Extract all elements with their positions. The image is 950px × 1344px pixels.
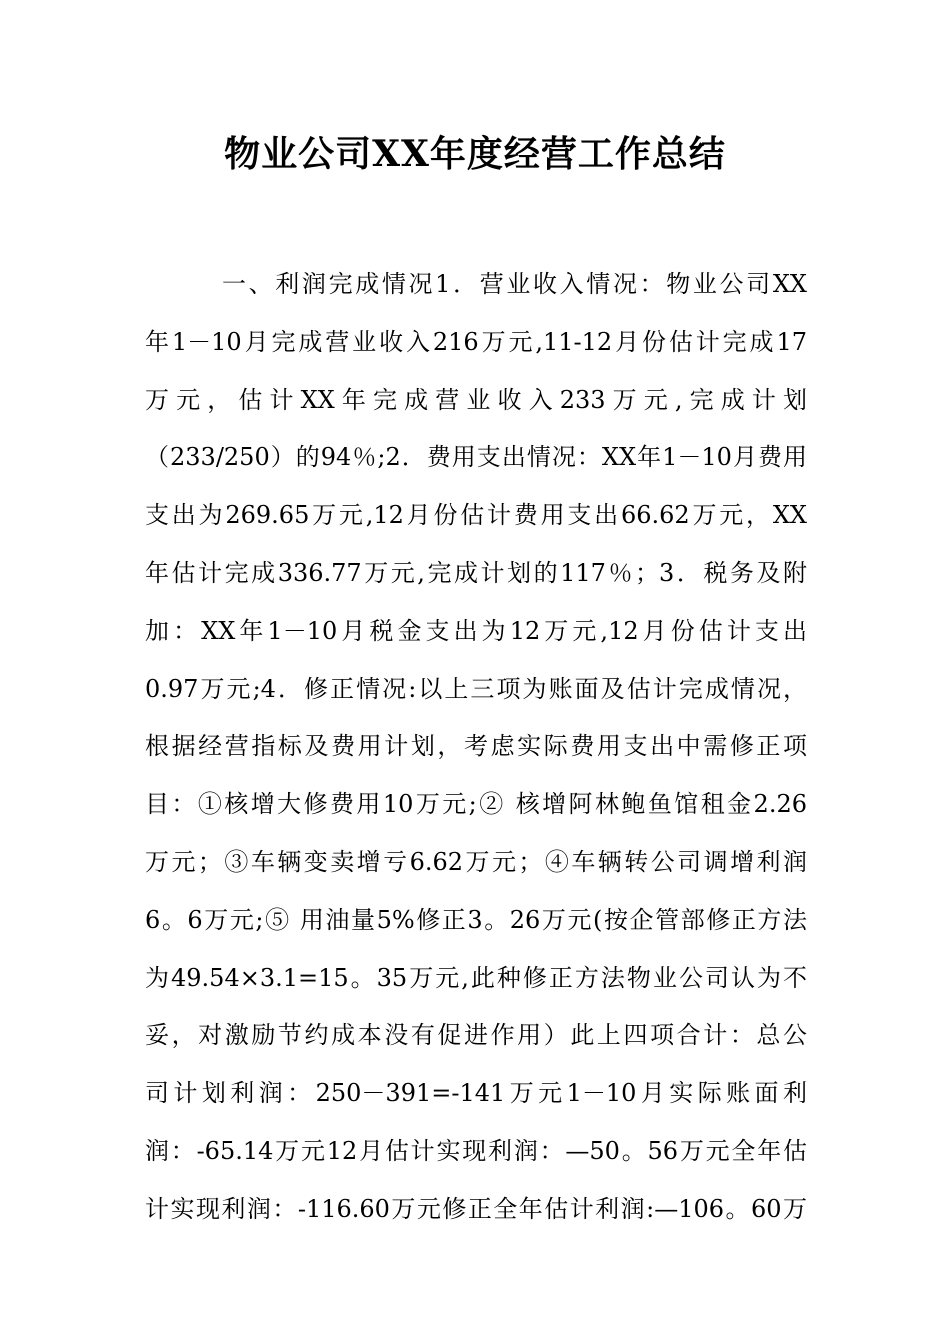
paragraph-line: 根据经营指标及费用计划，考虑实际费用支出中需修正项 xyxy=(145,732,807,761)
paragraph-line: 年估计完成336.77万元,完成计划的117％；3．税务及附 xyxy=(145,558,807,587)
paragraph-line: 0.97万元;4．修正情况:以上三项为账面及估计完成情况， xyxy=(145,674,807,703)
document-body xyxy=(145,256,807,1239)
paragraph-line: 计实现利润：-116.60万元修正全年估计利润:—106。60万 xyxy=(145,1194,807,1223)
paragraph-line: 妥，对激励节约成本没有促进作用）此上四项合计：总公 xyxy=(145,1021,807,1050)
paragraph-line: 支出为269.65万元,12月份估计费用支出66.62万元，XX xyxy=(145,501,807,530)
document-title: 物业公司XX年度经营工作总结 xyxy=(224,133,726,175)
paragraph-line: 润：-65.14万元12月估计实现利润：—50。56万元全年估 xyxy=(145,1136,807,1165)
paragraph-line: 司计划利润：250－391=-141万元1－10月实际账面利 xyxy=(145,1079,807,1108)
paragraph-line: 目：①核增大修费用10万元;② 核增阿林鲍鱼馆租金2.26 xyxy=(145,790,807,819)
paragraph-line: 6。6万元;⑤ 用油量5%修正3。26万元(按企管部修正方法 xyxy=(145,905,807,934)
paragraph-line: 年1－10月完成营业收入216万元,11-12月份估计完成17 xyxy=(145,327,807,356)
paragraph-line: 加：XX年1－10月税金支出为12万元,12月份估计支出 xyxy=(145,616,807,645)
paragraph-line: 万元；③车辆变卖增亏6.62万元；④车辆转公司调增利润 xyxy=(145,847,807,876)
paragraph-line: （233/250）的94％;2．费用支出情况：XX年1－10月费用 xyxy=(145,443,807,472)
paragraph-line: 为49.54×3.1=15。35万元,此种修正方法物业公司认为不 xyxy=(145,963,807,992)
paragraph-line: 一、利润完成情况1．营业收入情况：物业公司XX xyxy=(222,270,807,298)
paragraph-line: 万元，估计XX年完成营业收入233万元,完成计划 xyxy=(145,385,807,414)
